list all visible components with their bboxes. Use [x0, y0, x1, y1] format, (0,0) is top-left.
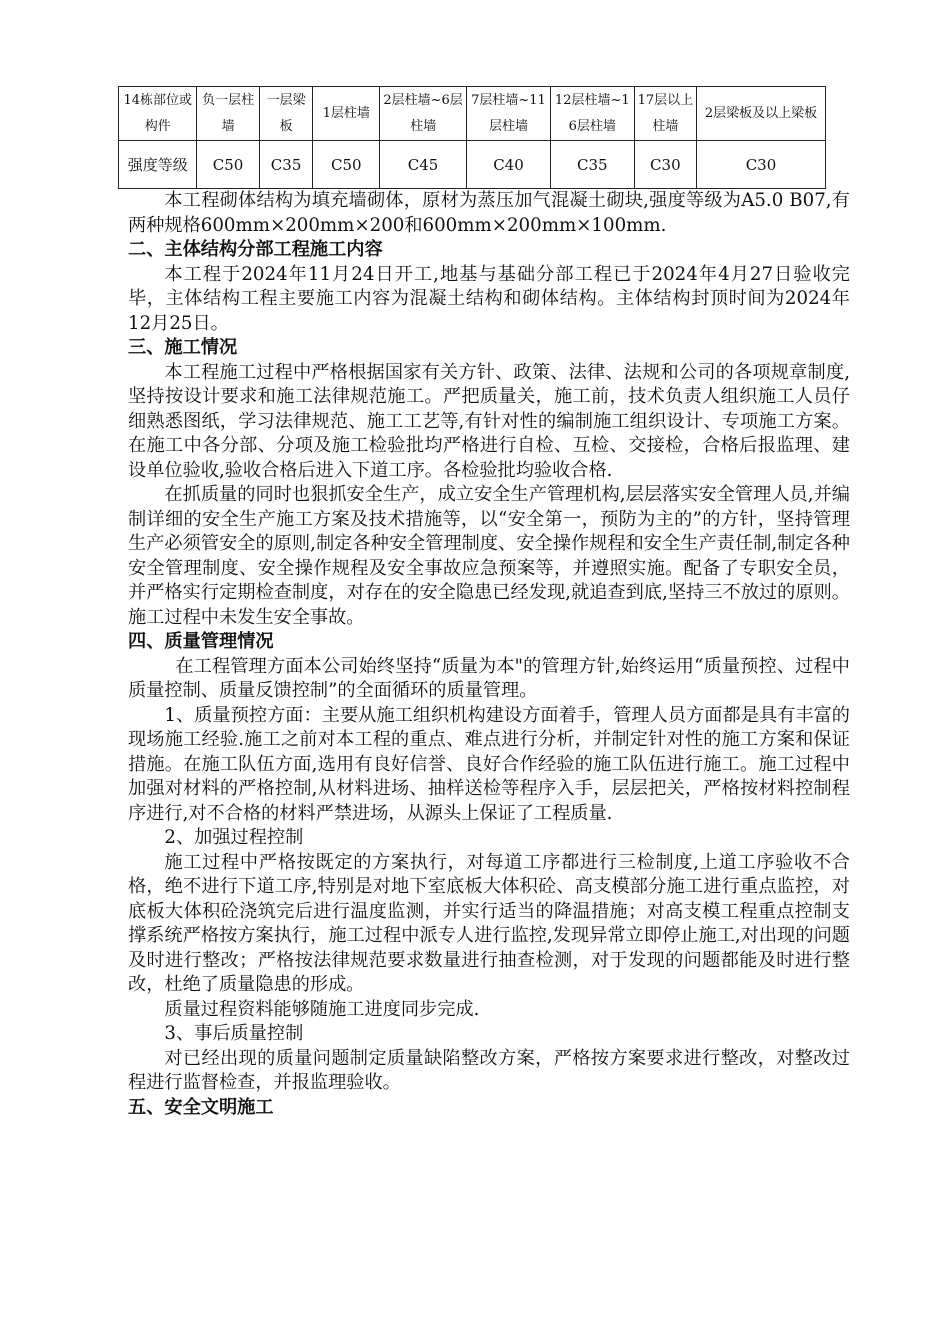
paragraph-section-4e: 质量过程资料能够随施工进度同步完成. — [164, 998, 480, 1020]
table-cell: C45 — [380, 141, 467, 189]
paragraph-section-4c: 2、加强过程控制 — [164, 827, 304, 848]
section-heading-4: 四、质量管理情况 — [128, 631, 274, 652]
paragraph-section-2: 本工程于2024年11月24日开工,地基与基础分部工程已于2024年4月27日验收完毕，主体结构工程主要施工内容为混凝土结构和砌体结构。主体结构封顶时间为2024年12月25日。 — [128, 263, 850, 334]
section-heading-3: 三、施工情况 — [128, 337, 238, 358]
document-body — [123, 86, 850, 1120]
table-cell: 强度等级 — [119, 141, 197, 189]
table-cell: 14栋部位或构件 — [119, 87, 197, 141]
section-heading-2: 二、主体结构分部工程施工内容 — [128, 239, 383, 260]
table-cell: 一层梁板 — [259, 87, 313, 141]
paragraph-section-3b: 在抓质量的同时也狠抓安全生产，成立安全生产管理机构,层层落实安全管理人员,并编制详细的安全生产施工方案及技术措施等，以“安全第一，预防为主的”的方针，坚持管理生产必须管安全的原则,制定各种安全管理制度、安全操作规程和安全生产责任制,制定各种安全管理制度、安全操作规程及安全事故应急预案等，并遵照实施。配备了专职安全员，并严格实行定期检查制度，对存在的安全隐患已经发现,就追查到底,坚持三不放过的原则。施工过程中未发生安全事故。 — [128, 484, 850, 628]
table-cell: C30 — [697, 141, 826, 189]
table-cell: 负一层柱墙 — [197, 87, 259, 141]
table-cell: 1层柱墙 — [313, 87, 380, 141]
paragraph-masonry: 本工程砌体结构为填充墙砌体，原材为蒸压加气混凝土砌块,强度等级为A5.0 B07,有两种规格600mm×200mm×200和600mm×200mm×100mm. — [128, 190, 850, 236]
table-cell: 2层梁板及以上梁板 — [697, 87, 826, 141]
table-header-row — [119, 87, 826, 141]
paragraph-section-4f: 3、事后质量控制 — [164, 1023, 304, 1044]
table-cell: C35 — [550, 141, 634, 189]
paragraph-section-4b: 1、质量预控方面：主要从施工组织机构建设方面着手，管理人员方面都是具有丰富的现场施工经验.施工之前对本工程的重点、难点进行分析，并制定针对性的施工方案和保证措施。在施工队伍方面,选用有良好信誉、良好合作经验的施工队伍进行施工。施工过程中加强对材料的严格控制,从材料进场、抽样送检等程序入手，层层把关，严格按材料控制程序进行,对不合格的材料严禁进场，从源头上保证了工程质量. — [128, 704, 850, 824]
section-heading-5: 五、安全文明施工 — [128, 1096, 274, 1118]
table-cell: C50 — [313, 141, 380, 189]
table-cell: C30 — [634, 141, 696, 189]
table-cell: C40 — [467, 141, 551, 189]
concrete-strength-table — [118, 86, 826, 189]
paragraph-section-4a: 在工程管理方面本公司始终坚持“质量为本"的管理方针,始终运用“质量预控、过程中质量控制、质量反馈控制”的全面循环的质量管理。 — [128, 655, 850, 701]
paragraph-section-4d: 施工过程中严格按既定的方案执行，对每道工序都进行三检制度,上道工序验收不合格，绝不进行下道工序,特别是对地下室底板大体积砼、高支模部分施工进行重点监控，对底板大体积砼浇筑完后进行温度监测，并实行适当的降温措施；对高支模工程重点控制支撑系统严格按方案执行，施工过程中派专人进行监控,发现异常立即停止施工,对出现的问题及时进行整改；严格按法律规范要求数量进行抽查检测，对于发现的问题都能及时进行整改，杜绝了质量隐患的形成。 — [128, 851, 850, 995]
table-cell: C35 — [259, 141, 313, 189]
table-cell: 12层柱墙~16层柱墙 — [550, 87, 634, 141]
table-cell: C50 — [197, 141, 259, 189]
table-cell: 17层以上柱墙 — [634, 87, 696, 141]
paragraph-section-3a: 本工程施工过程中严格根据国家有关方针、政策、法律、法规和公司的各项规章制度,坚持按设计要求和施工法律规范施工。严把质量关，施工前，技术负责人组织施工人员仔细熟悉图纸，学习法律规范、施工工艺等,有针对性的编制施工组织设计、专项施工方案。在施工中各分部、分项及施工检验批均严格进行自检、互检、交接检，合格后报监理、建设单位验收,验收合格后进入下道工序。各检验批均验收合格. — [128, 361, 850, 481]
table-cell: 7层柱墙~11层柱墙 — [467, 87, 551, 141]
table-row — [119, 141, 826, 189]
paragraph-section-4g: 对已经出现的质量问题制定质量缺陷整改方案，严格按方案要求进行整改，对整改过程进行监督检查，并报监理验收。 — [128, 1047, 850, 1093]
table-cell: 2层柱墙~6层柱墙 — [380, 87, 467, 141]
